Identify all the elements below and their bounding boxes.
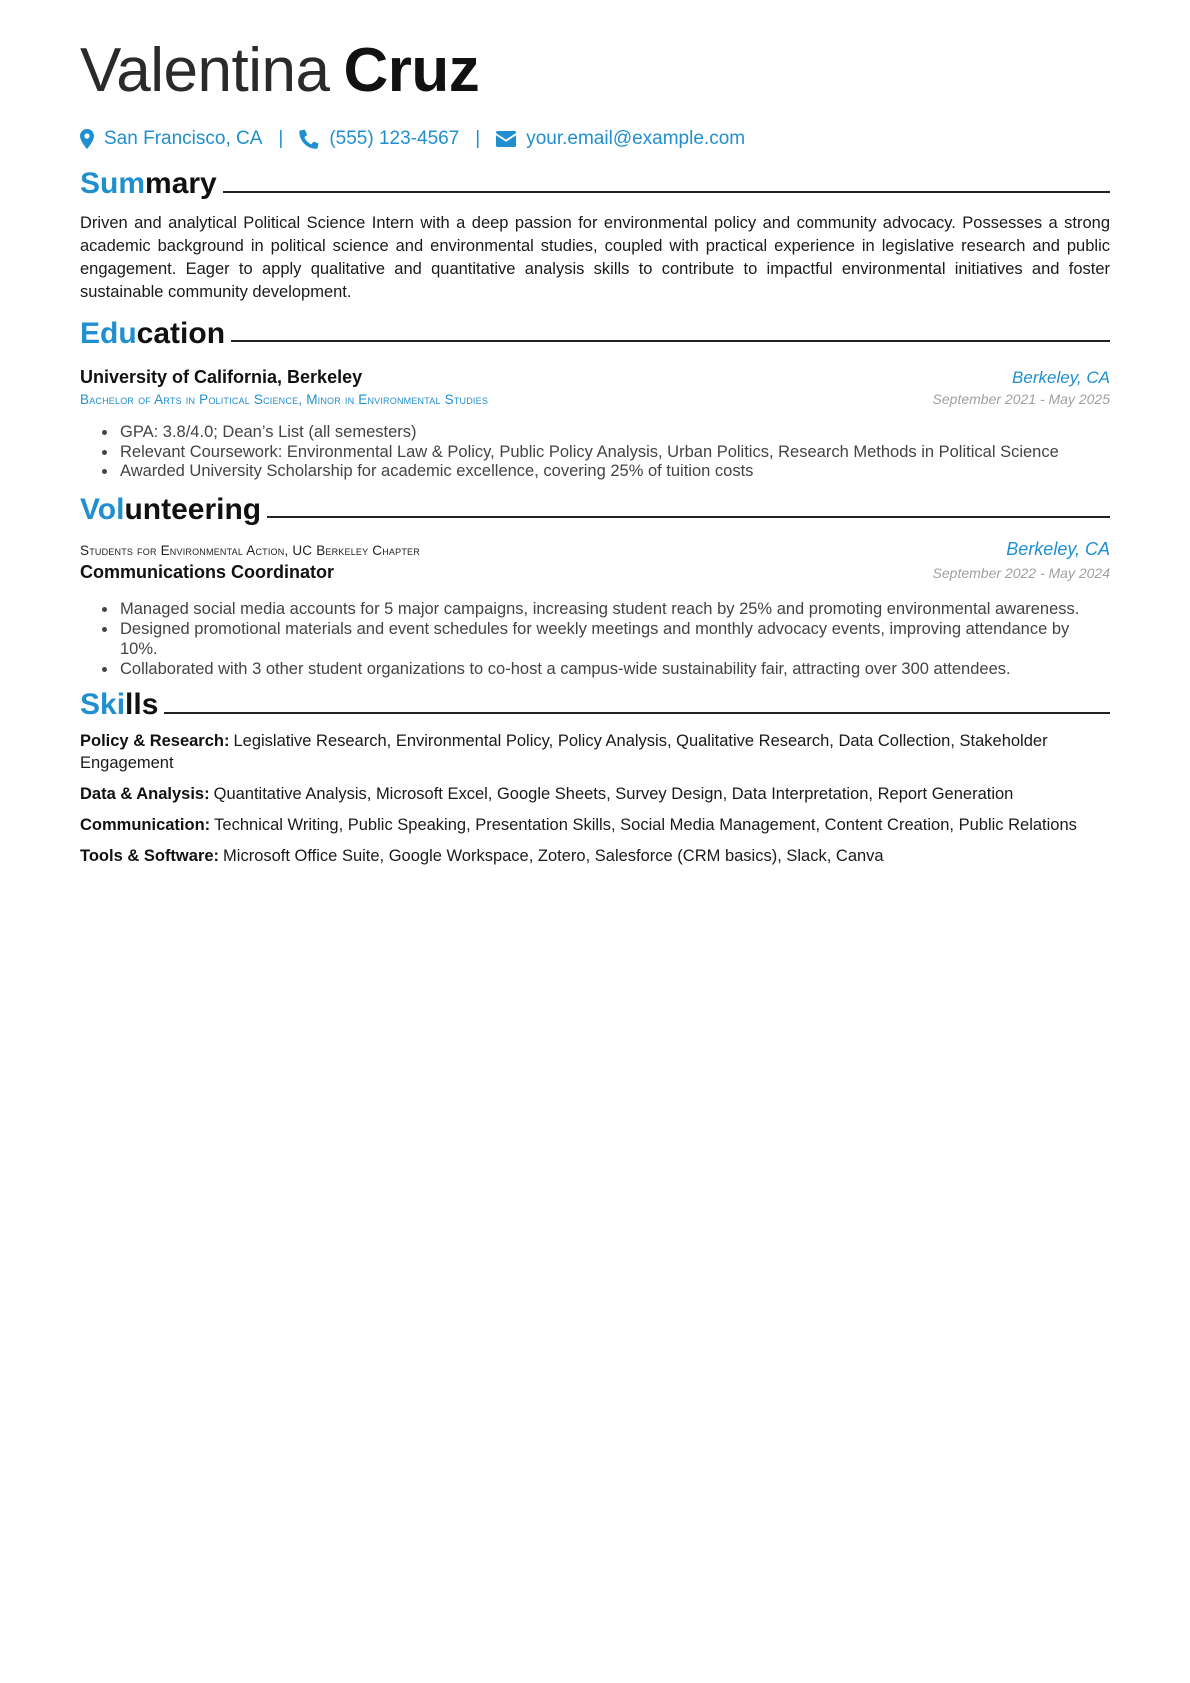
education-entry — [80, 367, 1110, 482]
contact-separator: | — [475, 128, 481, 149]
skill-group — [80, 845, 1110, 867]
school-name: University of California, Berkeley — [80, 367, 363, 387]
education-bullets — [80, 423, 1110, 482]
summary-text: Driven and analytical Political Science Intern with a deep passion for environmental policy and community advocacy. Possesses a strong academic background in political science and environmental studies, coupled with practical experience in legislative research and public engagement. Eager to apply qualitative and quantitative analysis skills to contribute to impactful environmental initiatives and foster sustainable community development. — [80, 213, 1110, 301]
list-item: • Designed promotional materials and event schedules for weekly meetings and monthly advocacy events, improving attendance by 10%. — [118, 619, 1110, 659]
volunteering-sub-row — [80, 562, 1110, 583]
candidate-name — [80, 36, 1110, 105]
section-title: Education — [80, 316, 226, 350]
section-divider — [223, 191, 1110, 193]
section-volunteering-heading — [80, 494, 1110, 526]
contact-phone[interactable] — [299, 128, 459, 150]
skill-group-items: Quantitative Analysis, Microsoft Excel, Google Sheets, Survey Design, Data Interpretation, Report Generation — [213, 784, 1014, 803]
list-item: • Collaborated with 3 other student organizations to co-host a campus-wide sustainability fair, attracting over 300 attendees. — [118, 659, 1110, 679]
organization-name: Students for Environmental Action, UC Berkeley Chapter — [80, 543, 420, 558]
skill-group-label: Tools & Software: — [80, 846, 220, 865]
list-item: • Relevant Coursework: Environmental Law & Policy, Public Policy Analysis, Urban Politics, Research Methods in Political Science — [118, 443, 1110, 463]
education-sub-row — [80, 391, 1110, 407]
education-dates: September 2021 - May 2025 — [932, 391, 1110, 407]
section-title: Summary — [80, 167, 217, 200]
first-name: Valentina — [80, 36, 330, 105]
envelope-icon — [496, 131, 516, 147]
last-name: Cruz — [343, 36, 480, 105]
skill-group — [80, 783, 1110, 805]
phone-icon — [299, 129, 319, 149]
map-marker-icon — [80, 129, 94, 149]
email-link: your.email@example.com — [526, 128, 746, 149]
skill-group-items: Technical Writing, Public Speaking, Presentation Skills, Social Media Management, Content Creation, Public Relations — [214, 815, 1077, 834]
list-item: • Awarded University Scholarship for academic excellence, covering 25% of tuition costs — [118, 462, 1110, 482]
section-title: Volunteering — [80, 492, 262, 526]
skill-group — [80, 814, 1110, 836]
list-item: • GPA: 3.8/4.0; Dean’s List (all semesters) — [118, 423, 1110, 443]
skill-group-items: Microsoft Office Suite, Google Workspace, Zotero, Salesforce (CRM basics), Slack, Canva — [223, 846, 884, 865]
education-header-row — [80, 367, 1110, 388]
section-divider — [231, 340, 1110, 342]
volunteering-dates: September 2022 - May 2024 — [932, 565, 1110, 581]
section-summary-heading — [80, 168, 1110, 200]
volunteering-header-row — [80, 539, 1110, 560]
section-divider — [164, 712, 1110, 714]
skill-group-label: Data & Analysis: — [80, 784, 210, 803]
skill-group-label: Policy & Research: — [80, 731, 230, 750]
volunteering-entry — [80, 539, 1110, 679]
skills-list — [80, 730, 1110, 867]
volunteering-bullets — [80, 599, 1110, 679]
contact-separator: | — [278, 128, 284, 149]
section-divider — [267, 516, 1110, 518]
section-title: Skills — [80, 688, 159, 721]
location-text: San Francisco, CA — [104, 128, 263, 149]
contact-bar — [80, 128, 1110, 150]
section-education-heading — [80, 318, 1110, 350]
organization-location: Berkeley, CA — [1006, 539, 1110, 559]
list-item: • Managed social media accounts for 5 major campaigns, increasing student reach by 25% and promoting environmental awareness. — [118, 599, 1110, 619]
skill-group — [80, 730, 1110, 774]
contact-location — [80, 128, 262, 150]
degree: Bachelor of Arts in Political Science, Minor in Environmental Studies — [80, 392, 489, 407]
school-location: Berkeley, CA — [1012, 368, 1110, 387]
skill-group-label: Communication: — [80, 815, 211, 834]
role-title: Communications Coordinator — [80, 562, 335, 582]
contact-email[interactable] — [496, 128, 745, 150]
phone-text: (555) 123-4567 — [329, 128, 460, 149]
skill-group-items: Legislative Research, Environmental Policy, Policy Analysis, Qualitative Research, Data Collection, Stakeholder Engagement — [80, 731, 1048, 772]
section-skills-heading — [80, 689, 1110, 721]
